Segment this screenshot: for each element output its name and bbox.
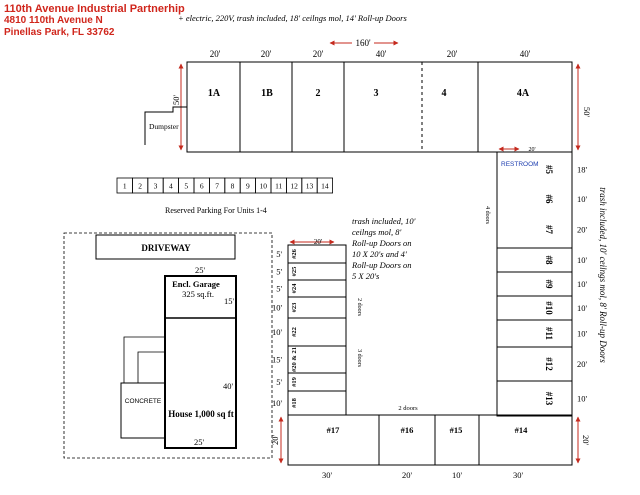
middle-unit-dim: 5' <box>276 266 282 277</box>
parking-space-number: 9 <box>246 181 250 191</box>
parking-space-number: 3 <box>153 181 158 191</box>
right-units-group <box>497 165 587 406</box>
right-unit-label: #7 <box>544 225 554 234</box>
middle-unit-dim: 15' <box>271 354 282 365</box>
overall-width: 160' <box>355 38 371 48</box>
bottom-depth-right: 20' <box>581 434 591 446</box>
top-note: + electric, 220V, trash included, 18' ceilngs mol, 14' Roll-up Doors <box>178 13 407 23</box>
house-bottom-dim: 25' <box>193 437 205 447</box>
right-wing-width: 20' <box>528 147 536 153</box>
parking-space-number: 5 <box>184 181 189 191</box>
dumpster-label: Dumpster <box>149 122 179 131</box>
parking-space-number: 4 <box>169 181 173 191</box>
top-width-3: 20' <box>312 49 324 59</box>
parking-space-number: 1 <box>122 181 127 191</box>
top-width-2: 20' <box>260 49 272 59</box>
bottom-building-outline <box>288 415 572 465</box>
middle-unit-dim: 10' <box>271 398 282 408</box>
right-unit-label: #11 <box>544 326 554 341</box>
right-unit-label: #12 <box>544 357 554 371</box>
middle-unit-label: #24 <box>291 283 298 294</box>
right-unit-label: #9 <box>544 279 554 289</box>
middle-unit-label: #23 <box>291 302 298 313</box>
restroom-label: RESTROOM <box>501 161 539 168</box>
middle-unit-dim: 10' <box>271 327 282 337</box>
bottom-depth-left: 20' <box>270 434 280 446</box>
middle-note-1: trash included, 10' <box>352 216 416 226</box>
unit-1b: 1B <box>261 88 273 99</box>
right-unit-dim: 10' <box>576 279 588 289</box>
driveway-label: DRIVEWAY <box>141 243 191 253</box>
unit-4: 4 <box>441 88 447 99</box>
middle-doors-2: 2 doors <box>356 298 362 316</box>
parking-space-number: 12 <box>290 181 298 191</box>
parking-grid <box>117 178 333 193</box>
middle-note-5: Roll-up Doors on <box>352 260 412 270</box>
middle-unit-dim: 10' <box>271 302 282 313</box>
top-width-4: 40' <box>375 49 387 59</box>
right-unit-dim: 10' <box>576 393 588 404</box>
top-width-5: 20' <box>446 49 458 59</box>
unit-4a: 4A <box>516 88 530 99</box>
header-title: 110th Avenue Industrial Partnerhip <box>4 3 185 15</box>
middle-note-4: 10 X 20's and 4' <box>352 249 407 259</box>
parking-space-number: 11 <box>275 181 283 191</box>
middle-note-3: Roll-up Doors on <box>352 238 412 248</box>
concrete-pad <box>121 383 165 438</box>
middle-unit-dim: 5' <box>276 283 282 294</box>
house-patio-line-inner <box>138 352 165 383</box>
right-wing-outline <box>497 152 572 416</box>
parking-space-number: 2 <box>138 181 142 191</box>
middle-unit-dim: 5' <box>276 377 282 387</box>
right-unit-dim: 10' <box>576 328 588 339</box>
top-width-6: 40' <box>519 49 531 59</box>
middle-top-dim: 20' <box>313 238 323 246</box>
parking-label: Reserved Parking For Units 1-4 <box>165 206 267 215</box>
right-unit-label: #5 <box>544 165 554 174</box>
bottom-width-3: 10' <box>451 470 463 480</box>
right-unit-dim: 20' <box>576 359 588 369</box>
bottom-doors-note: 2 doors <box>398 405 418 412</box>
top-width-1: 20' <box>209 49 221 59</box>
garage-label: Encl. Garage <box>172 279 220 289</box>
house-dim: 40' <box>222 381 234 391</box>
bottom-width-1: 30' <box>321 470 333 480</box>
header-city: Pinellas Park, FL 33762 <box>4 27 115 38</box>
middle-unit-dim: 5' <box>276 249 282 259</box>
unit-1a: 1A <box>207 88 221 99</box>
concrete-label: CONCRETE <box>124 398 162 405</box>
parking-space-number: 13 <box>305 181 314 191</box>
middle-note-2: ceilngs mol, 8' <box>352 227 402 237</box>
right-unit-dim: 18' <box>576 164 588 175</box>
bottom-width-4: 30' <box>512 470 524 480</box>
house-lot-boundary <box>64 233 272 458</box>
parking-space-number: 8 <box>230 181 235 191</box>
right-vertical-note: trash included, 10' ceilngs mol, 8' Roll-up Doors <box>598 187 608 363</box>
right-unit-dim: 10' <box>576 303 588 313</box>
parking-space-number: 6 <box>199 181 204 191</box>
bottom-width-2: 20' <box>401 470 413 480</box>
house-top-dim: 25' <box>194 265 206 275</box>
top-depth-right: 50' <box>582 106 592 118</box>
right-unit-dim: 10' <box>576 255 588 265</box>
header-street: 4810 110th Avenue N <box>4 15 103 26</box>
unit-16: #16 <box>400 425 414 435</box>
top-depth-left: 50' <box>171 94 181 106</box>
parking-space-number: 10 <box>259 181 268 191</box>
middle-doors-3: 3 doors <box>356 349 362 367</box>
parking-space-number: 14 <box>321 181 329 191</box>
right-unit-label: #10 <box>544 301 554 315</box>
middle-unit-label: #25 <box>291 266 298 277</box>
middle-unit-label: #18 <box>291 398 298 408</box>
middle-unit-label: #20 & 21 <box>291 347 298 372</box>
unit-14: #14 <box>514 425 528 435</box>
unit-17: #17 <box>326 425 340 435</box>
house-patio-line <box>124 337 165 383</box>
unit-2: 2 <box>315 88 321 99</box>
garage-dim: 15' <box>223 296 235 306</box>
house-label: House 1,000 sq ft <box>168 409 234 419</box>
right-doors-note: 4 doors <box>484 206 490 224</box>
right-unit-dim: 10' <box>576 194 588 204</box>
right-unit-label: #6 <box>544 194 554 204</box>
right-unit-label: #13 <box>544 391 554 406</box>
right-unit-label: #8 <box>544 255 554 265</box>
middle-units-group <box>272 248 346 408</box>
middle-unit-label: #19 <box>291 377 298 387</box>
unit-15: #15 <box>449 425 463 435</box>
middle-unit-label: #26 <box>291 249 298 259</box>
parking-space-number: 7 <box>215 181 219 191</box>
unit-3: 3 <box>373 88 379 99</box>
middle-unit-label: #22 <box>291 327 298 337</box>
top-building-outline <box>187 62 572 152</box>
middle-note-6: 5 X 20's <box>352 271 380 281</box>
garage-size: 325 sq.ft. <box>182 289 214 299</box>
right-unit-dim: 20' <box>576 224 588 235</box>
